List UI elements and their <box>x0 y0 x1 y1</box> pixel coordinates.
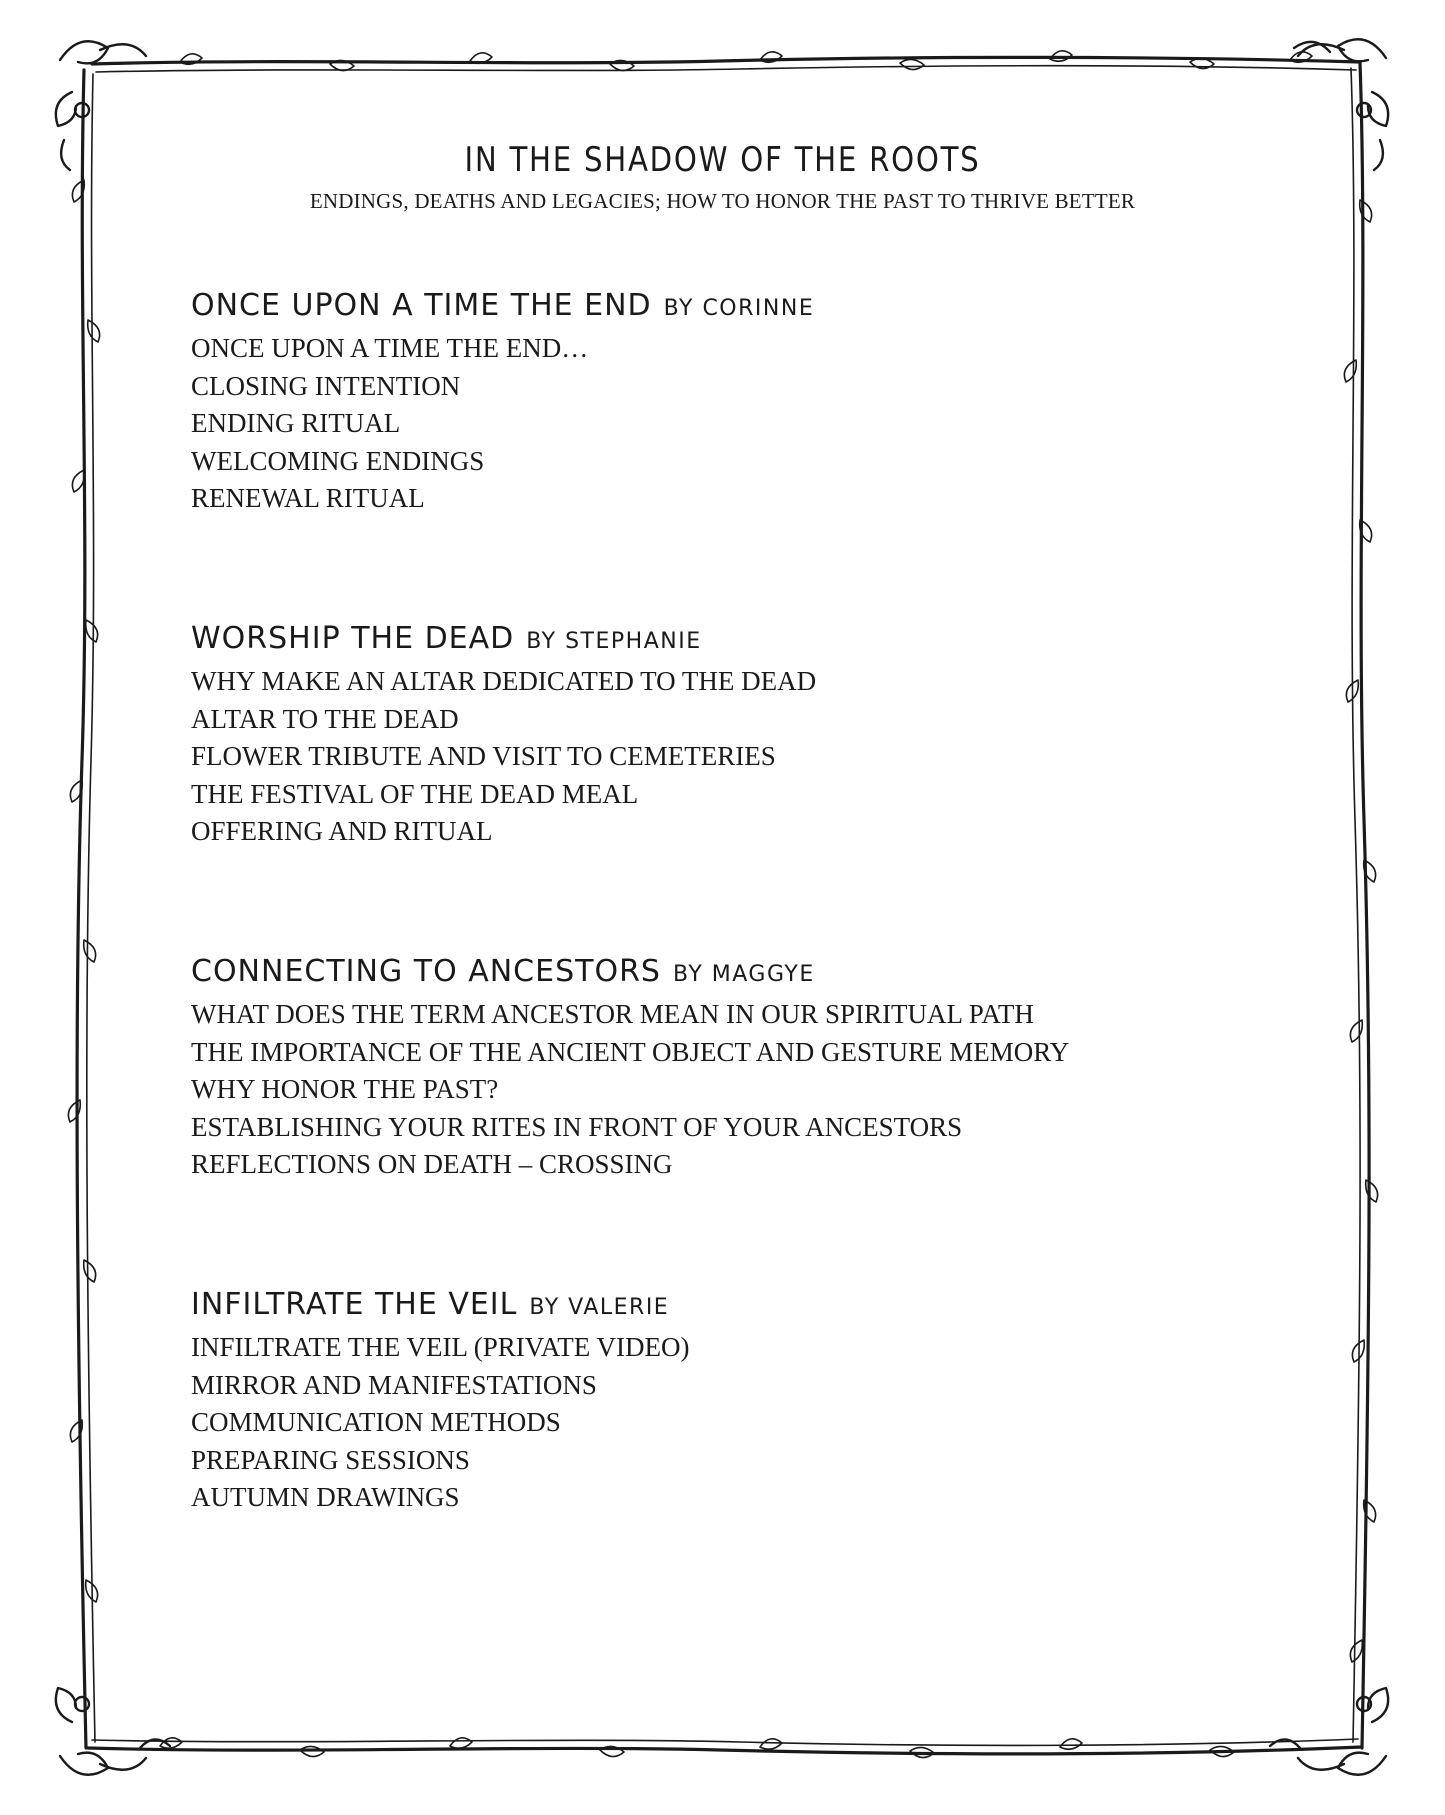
section-heading <box>191 1283 1271 1327</box>
section-stephanie <box>191 617 1271 851</box>
section-item-list <box>191 330 1271 518</box>
section-heading <box>191 950 1271 994</box>
section-item-list <box>191 1329 1271 1517</box>
list-item: WELCOMING ENDINGS <box>191 445 485 476</box>
section-title: INFILTRATE THE VEIL <box>191 1287 518 1322</box>
section-author: BY VALERIE <box>529 1295 670 1320</box>
corner-ornament-bottom-right <box>1270 1688 1388 1775</box>
list-item: RENEWAL RITUAL <box>191 483 425 513</box>
bottom-vine <box>88 1747 1362 1754</box>
list-item: THE IMPORTANCE OF THE ANCIENT OBJECT AND GESTURE MEMORY <box>191 1036 1070 1067</box>
section-valerie <box>191 1283 1271 1517</box>
list-item: MIRROR AND MANIFESTATIONS <box>191 1369 597 1400</box>
section-heading <box>191 284 1271 328</box>
list-item: ENDING RITUAL <box>191 408 401 438</box>
section-item-list <box>191 663 1271 851</box>
section-author: BY CORINNE <box>663 296 815 321</box>
section-author: BY STEPHANIE <box>526 629 702 654</box>
section-title: CONNECTING TO ANCESTORS <box>191 954 661 989</box>
list-item: ESTABLISHING YOUR RITES IN FRONT OF YOUR ANCESTORS <box>191 1111 963 1142</box>
page-subtitle: ENDINGS, DEATHS AND LEGACIES; HOW TO HONOR THE PAST TO THRIVE BETTER <box>309 189 1136 213</box>
section-corinne <box>191 284 1271 518</box>
list-item: FLOWER TRIBUTE AND VISIT TO CEMETERIES <box>191 741 776 771</box>
left-vine <box>77 70 86 1748</box>
section-item-list <box>191 996 1271 1184</box>
section-title: ONCE UPON A TIME THE END <box>191 288 652 323</box>
right-vine <box>1360 62 1369 1748</box>
section-maggye <box>191 950 1271 1184</box>
section-author: BY MAGGYE <box>672 962 815 987</box>
list-item: CLOSING INTENTION <box>191 370 461 401</box>
list-item: REFLECTIONS ON DEATH – CROSSING <box>191 1149 673 1179</box>
list-item: OFFERING AND RITUAL <box>191 816 493 846</box>
list-item: WHY HONOR THE PAST? <box>191 1074 499 1104</box>
list-item: WHAT DOES THE TERM ANCESTOR MEAN IN OUR SPIRITUAL PATH <box>191 999 1034 1029</box>
list-item: WHY MAKE AN ALTAR DEDICATED TO THE DEAD <box>191 666 817 696</box>
list-item: ALTAR TO THE DEAD <box>191 703 459 734</box>
list-item: COMMUNICATION METHODS <box>191 1407 561 1437</box>
list-item: PREPARING SESSIONS <box>191 1444 470 1475</box>
list-item: ONCE UPON A TIME THE END… <box>191 333 589 363</box>
list-item: THE FESTIVAL OF THE DEAD MEAL <box>191 778 639 809</box>
list-item: INFILTRATE THE VEIL (PRIVATE VIDEO) <box>191 1332 690 1362</box>
list-item: AUTUMN DRAWINGS <box>191 1482 460 1512</box>
top-vine <box>92 57 1360 64</box>
section-heading <box>191 617 1271 661</box>
page-title: IN THE SHADOW OF THE ROOTS <box>464 140 981 180</box>
section-title: WORSHIP THE DEAD <box>191 621 515 656</box>
corner-ornament-bottom-left <box>56 1688 170 1775</box>
